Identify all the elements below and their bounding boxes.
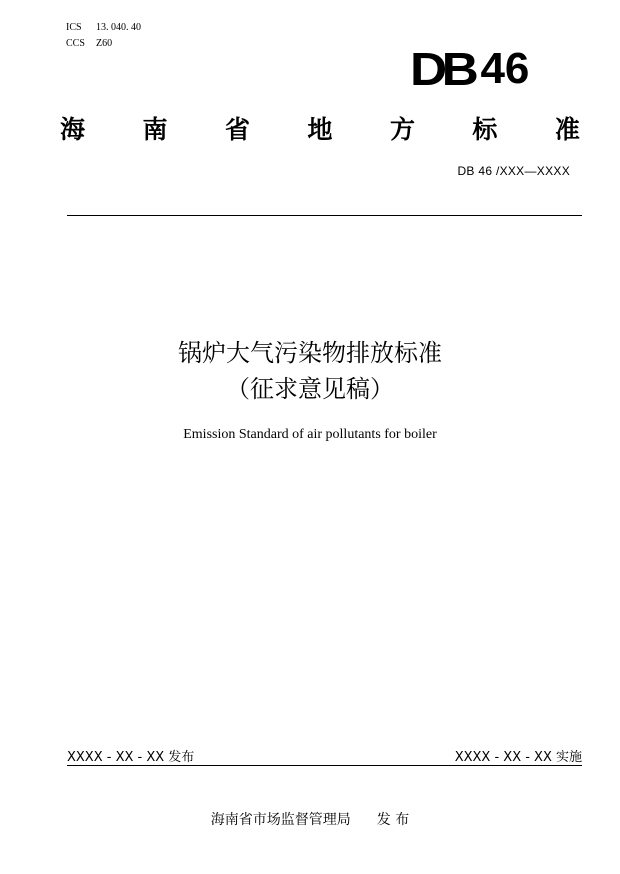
standard-type-char: 地 [307, 115, 333, 144]
ics-label: ICS [66, 22, 82, 33]
standard-type-char: 南 [142, 115, 168, 144]
implementation-date: XXXX - XX - XX 实施 [454, 750, 582, 765]
db-standard-logo [410, 42, 560, 96]
bottom-divider [67, 765, 582, 766]
standard-type-char: 准 [554, 115, 580, 144]
ics-row [66, 20, 141, 36]
document-english-title: Emission Standard of air pollutants for boiler [183, 427, 437, 442]
document-subtitle: （征求意见稿） [226, 375, 394, 403]
top-divider [67, 215, 582, 216]
publisher-line [160, 809, 460, 829]
standard-type-title [60, 108, 580, 148]
ccs-value: Z60 [96, 38, 113, 49]
standard-type-char: 海 [60, 115, 86, 144]
publisher-action: 发 布 [376, 812, 410, 828]
ics-value: 13. 040. 40 [96, 22, 141, 33]
document-title: 锅炉大气污染物排放标准 [178, 339, 442, 367]
standard-type-char: 省 [224, 115, 250, 144]
ccs-row [66, 36, 141, 52]
ccs-label: CCS [66, 38, 85, 49]
classification-codes [66, 20, 141, 52]
db-number: 46 [480, 44, 530, 93]
standard-type-char: 方 [389, 115, 415, 144]
issue-date: XXXX - XX - XX 发布 [67, 750, 195, 765]
standard-type-char: 标 [472, 115, 498, 144]
publisher-name: 海南省市场监督管理局 [210, 812, 351, 828]
standard-number: DB 46 /XXX—XXXX [457, 164, 570, 178]
db-letters: DB [410, 43, 474, 95]
